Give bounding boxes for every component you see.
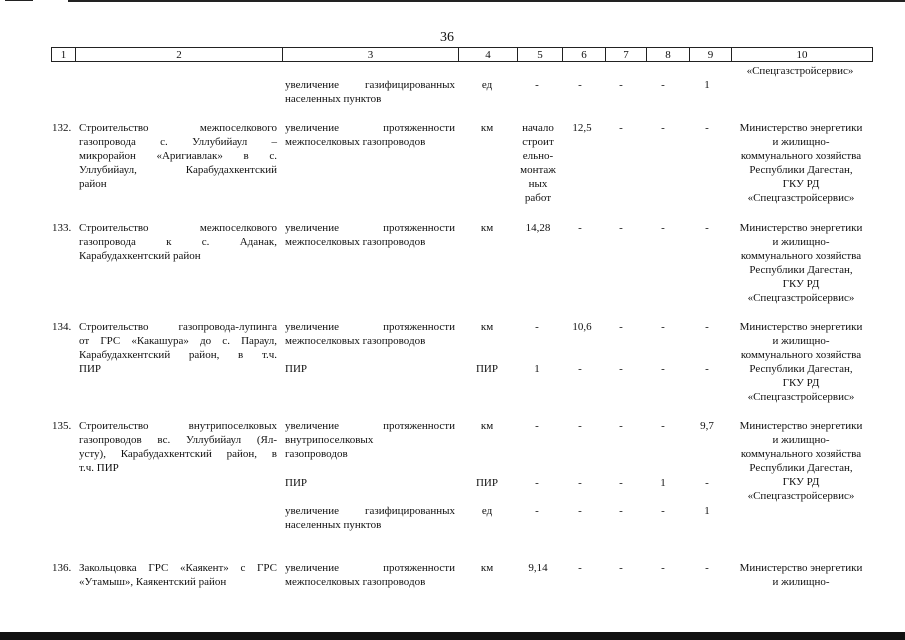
col-header-3: 3 [283,48,459,62]
row-v5: начало строит ельно- монтаж ных работ [520,122,556,204]
row-responsible: Министерство энергетики и жилищно- [739,562,863,588]
row-indicator: увеличение протяженности межпоселковых газопроводов [285,222,455,248]
row-unit: км [480,222,494,234]
row-v8: - [661,122,665,134]
row-sub-v9: - [705,477,709,489]
row-v9: - [705,122,709,134]
row-v9: - [705,321,709,333]
row-v8: - [661,420,665,432]
row-sub-v5: - [535,477,539,489]
row-v6: 10,6 [572,321,592,333]
column-header-table [51,47,873,62]
row-number: 136. [52,562,72,574]
col-header-2: 2 [76,48,283,62]
row-v5: 9,14 [528,562,548,574]
row-indicator: увеличение протяженности межпоселковых газопроводов [285,122,455,148]
col-header-8: 8 [647,48,690,62]
top-rule-left [5,0,33,1]
row-v6: 12,5 [572,122,592,134]
continuation-v8: - [661,79,665,91]
row-sub-v9: - [705,363,709,375]
row-v7: - [619,222,623,234]
row-v9: - [705,222,709,234]
row-indicator: увеличение протяженности межпоселковых газопроводов [285,562,455,588]
row-sub-indicator: ПИР [285,477,308,489]
column-header-row [52,48,873,62]
row-v6: - [578,222,582,234]
row-number: 134. [52,321,72,333]
row-title: Строительство межпоселкового газопровода с. Уллубийаул – микрорайон «Аригиавлак» в с. Уллубийаул, Карабудахкентский район [79,122,277,190]
row-unit: км [480,420,494,432]
row-v7: - [619,321,623,333]
row-number: 135. [52,420,72,432]
col-header-10: 10 [732,48,873,62]
row-sub-v8: - [661,363,665,375]
row-responsible: Министерство энергетики и жилищно- коммунального хозяйства Республики Дагестан, ГКУ РД «Спецгазстройсервис» [739,321,863,403]
row-v7: - [619,562,623,574]
row-sub2-unit: ед [481,505,493,517]
col-header-7: 7 [606,48,647,62]
continuation-v5: - [535,79,539,91]
row-number: 132. [52,122,72,134]
row-sub-v7: - [619,363,623,375]
row-sub-indicator: ПИР [285,363,308,375]
row-v8: - [661,321,665,333]
col-header-5: 5 [518,48,563,62]
row-sub2-v7: - [619,505,623,517]
row-indicator: увеличение протяженности межпоселковых газопроводов [285,321,455,347]
row-v8: - [661,562,665,574]
bottom-scan-bar [0,632,905,640]
row-sub-v6: - [578,477,582,489]
row-sub-v6: - [578,363,582,375]
col-header-1: 1 [52,48,76,62]
row-unit: км [480,562,494,574]
row-title: Строительство межпоселкового газопровода к с. Аданак, Карабудахкентский район [79,222,277,262]
row-unit: км [480,122,494,134]
row-v9: - [705,562,709,574]
row-v7: - [619,420,623,432]
top-rule-right [68,0,905,2]
row-v9: 9,7 [700,420,714,432]
row-title: Строительство внутрипоселковых газопроводов вс. Уллубийаул (Ял- усту), Карабудахкентский район, в т.ч. ПИР [79,420,277,474]
row-sub2-v8: - [661,505,665,517]
row-responsible: Министерство энергетики и жилищно- коммунального хозяйства Республики Дагестан, ГКУ РД «Спецгазстройсервис» [739,420,863,502]
continuation-v6: - [578,79,582,91]
row-v6: - [578,562,582,574]
col-header-4: 4 [459,48,518,62]
continuation-responsible: «Спецгазстройсервис» [746,65,854,77]
continuation-v9: 1 [704,79,710,91]
row-sub-v8: 1 [660,477,666,489]
row-sub-unit: ПИР [475,477,498,489]
row-v5: - [535,420,539,432]
row-responsible: Министерство энергетики и жилищно- коммунального хозяйства Республики Дагестан, ГКУ РД «Спецгазстройсервис» [739,222,863,304]
row-sub2-v6: - [578,505,582,517]
row-sub2-indicator: увеличение газифицированных населенных пунктов [285,505,455,531]
continuation-v7: - [619,79,623,91]
col-header-9: 9 [690,48,732,62]
row-v5: - [535,321,539,333]
row-number: 133. [52,222,72,234]
row-title: Строительство газопровода-лупинга от ГРС «Какашура» до с. Параул, Карабудахкентский район, в т.ч. ПИР [79,321,277,375]
continuation-unit: ед [481,79,493,91]
row-v8: - [661,222,665,234]
row-sub-unit: ПИР [475,363,498,375]
page-number: 36 [440,30,454,45]
row-responsible: Министерство энергетики и жилищно- коммунального хозяйства Республики Дагестан, ГКУ РД «Спецгазстройсервис» [739,122,863,204]
row-sub2-v5: - [535,505,539,517]
row-v7: - [619,122,623,134]
row-v6: - [578,420,582,432]
row-indicator: увеличение протяженности внутрипоселковых газопроводов [285,420,455,460]
continuation-indicator: увеличение газифицированных населенных пунктов [285,79,455,105]
row-v5: 14,28 [525,222,551,234]
row-sub2-v9: 1 [704,505,710,517]
row-sub-v5: 1 [534,363,540,375]
row-sub-v7: - [619,477,623,489]
col-header-6: 6 [563,48,606,62]
row-unit: км [480,321,494,333]
row-title: Закольцовка ГРС «Каякент» с ГРС «Утамыш», Каякентский район [79,562,277,588]
